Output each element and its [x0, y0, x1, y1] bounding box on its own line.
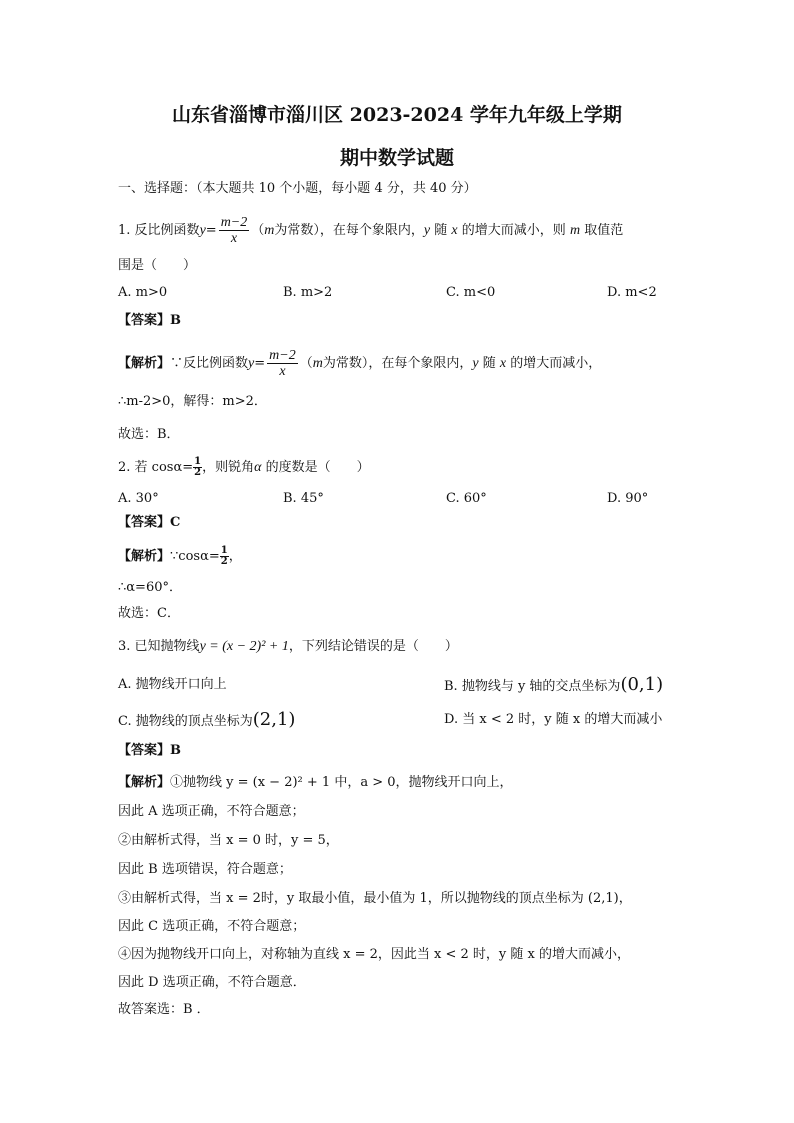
q2-analysis-label: 【解析】 — [118, 549, 171, 564]
q3-option-b — [444, 675, 663, 697]
q1-analysis-frac-den: x — [279, 364, 286, 379]
q3-stem-a: 已知抛物线 — [134, 639, 200, 654]
q1-analysis-c: 随 — [482, 356, 496, 371]
q1-fraction — [219, 215, 250, 246]
q3-option-c-text: C. 抛物线的顶点坐标为 — [118, 714, 253, 729]
q1-y: y — [199, 223, 206, 238]
q1-m: m — [264, 223, 275, 238]
q3-analysis-s1b: 因此 A 选项正确，不符合题意； — [118, 804, 305, 819]
q3-option-b-text: B. 抛物线与 y 轴的交点坐标为 — [444, 679, 621, 694]
q3-number: 3. — [118, 639, 131, 654]
section-heading: 一、选择题：（本大题共 10 个小题，每小题 4 分，共 40 分） — [118, 181, 477, 196]
q3-analysis-s3b: 因此 C 选项正确，不符合题意； — [118, 919, 306, 934]
q3-analysis-s2b: 因此 B 选项错误，符合题意； — [118, 862, 292, 877]
q3-option-c — [118, 710, 295, 732]
q1-option-c: C. m<0 — [446, 285, 496, 300]
q1-frac-den: x — [230, 231, 238, 246]
q1-analysis-d: 的增大而减小， — [510, 356, 602, 371]
q3-analysis-s4: ④因为抛物线开口向上，对称轴为直线 x = 2，因此当 x < 2 时，y 随 x 的增大而减小， — [118, 947, 630, 962]
q2-analysis-fraction — [220, 546, 229, 567]
doc-title-line2: 期中数学试题 — [339, 147, 454, 169]
q1-stem-a: 反比例函数 — [134, 223, 200, 238]
q1-answer: 【答案】B — [118, 313, 181, 328]
q2-option-a: A. 30° — [118, 491, 159, 506]
q2-number: 2. — [118, 460, 131, 475]
q2-option-c: C. 60° — [446, 491, 487, 506]
q3-choose: 故答案选：B ． — [118, 1002, 210, 1017]
q2-half-den: 2 — [194, 467, 202, 478]
q1-stem-d: 随 — [434, 223, 448, 238]
q3-stem-b: ，下列结论错误的是（ ） — [288, 639, 458, 654]
q3-answer: 【答案】B — [118, 743, 181, 758]
q2-half-fraction — [193, 457, 202, 478]
q1-analysis-fraction — [267, 348, 298, 379]
q2-analysis-half-num: 1 — [220, 545, 228, 556]
q1-analysis-m: m — [312, 356, 323, 371]
q1-m2: m — [569, 223, 581, 238]
q1-eq: = — [205, 223, 217, 238]
q2-stem-b: ，则锐角 — [202, 460, 255, 475]
q2-alpha: α — [254, 460, 262, 475]
q3-analysis-s2: ②由解析式得，当 x = 0 时，y = 5， — [118, 833, 339, 848]
q1-analysis-x: x — [499, 356, 507, 371]
q2-step: ∴α=60°． — [118, 580, 182, 595]
q3-option-c-point: (2,1) — [252, 709, 296, 730]
q1-analysis-y: y — [248, 356, 255, 371]
q1-number: 1. — [118, 223, 131, 238]
q2-choose: 故选：C． — [118, 606, 180, 621]
q1-analysis — [118, 348, 601, 379]
q1-frac-num: m−2 — [220, 215, 248, 230]
q2-analysis-b: ， — [228, 549, 242, 564]
q1-option-a: A. m>0 — [118, 285, 168, 300]
q2-analysis — [118, 546, 242, 567]
q2-answer: 【答案】C — [118, 515, 181, 530]
q1-stem-e: 的增大而减小，则 — [461, 223, 566, 238]
q2-half-num: 1 — [194, 456, 202, 467]
q3-option-b-point: (0,1) — [620, 674, 664, 695]
q1-y2: y — [423, 223, 431, 238]
q1-stem-f: 取值范 — [584, 223, 624, 238]
q3-option-a: A. 抛物线开口向上 — [118, 677, 227, 692]
q3-analysis-s3: ③由解析式得，当 x = 2时，y 取最小值，最小值为 1，所以抛物线的顶点坐标为 (2,1)， — [118, 891, 632, 906]
q1-analysis-a: ∵反比例函数 — [170, 356, 249, 371]
q3-option-d: D. 当 x < 2 时，y 随 x 的增大而减小 — [444, 712, 663, 727]
q1-analysis-label: 【解析】 — [118, 356, 171, 371]
doc-title-line1: 山东省淄博市淄川区 2023-2024 学年九年级上学期 — [172, 104, 622, 126]
q1-stem — [118, 215, 623, 246]
q2-option-d: D. 90° — [607, 491, 649, 506]
q1-x: x — [451, 223, 458, 238]
q3-formula: y = (x − 2)² + 1 — [199, 639, 289, 654]
q2-option-b: B. 45° — [283, 491, 324, 506]
q1-option-b: B. m>2 — [283, 285, 333, 300]
q2-stem-a: 若 cosα= — [134, 460, 194, 475]
q1-stem-b: （ — [251, 223, 265, 238]
q2-analysis-a: ∵cosα= — [170, 549, 220, 564]
q1-stem-line2: 围是（ ） — [118, 258, 197, 273]
q1-choose: 故选：B． — [118, 427, 180, 442]
q1-analysis-paren: （ — [299, 356, 313, 371]
q1-option-d: D. m<2 — [607, 285, 657, 300]
q1-analysis-frac-num: m−2 — [269, 348, 296, 363]
q3-analysis-s1 — [118, 773, 513, 793]
q2-analysis-half-den: 2 — [220, 556, 228, 567]
q1-analysis-b: 为常数），在每个象限内， — [322, 356, 473, 371]
q1-analysis-y2: y — [472, 356, 479, 371]
q2-stem — [118, 457, 370, 478]
q1-analysis-eq: = — [254, 356, 266, 371]
q1-stem-c: 为常数），在每个象限内， — [274, 223, 424, 238]
q3-analysis-s4b: 因此 D 选项正确，不符合题意． — [118, 975, 306, 990]
q1-step: ∴m-2>0，解得：m>2． — [118, 394, 267, 409]
q3-analysis-label: 【解析】 — [118, 775, 171, 790]
q3-analysis-s1-text: ①抛物线 y = (x − 2)² + 1 中，a > 0，抛物线开口向上， — [170, 775, 513, 790]
q3-stem — [118, 637, 458, 657]
q2-stem-c: 的度数是（ ） — [265, 460, 370, 475]
